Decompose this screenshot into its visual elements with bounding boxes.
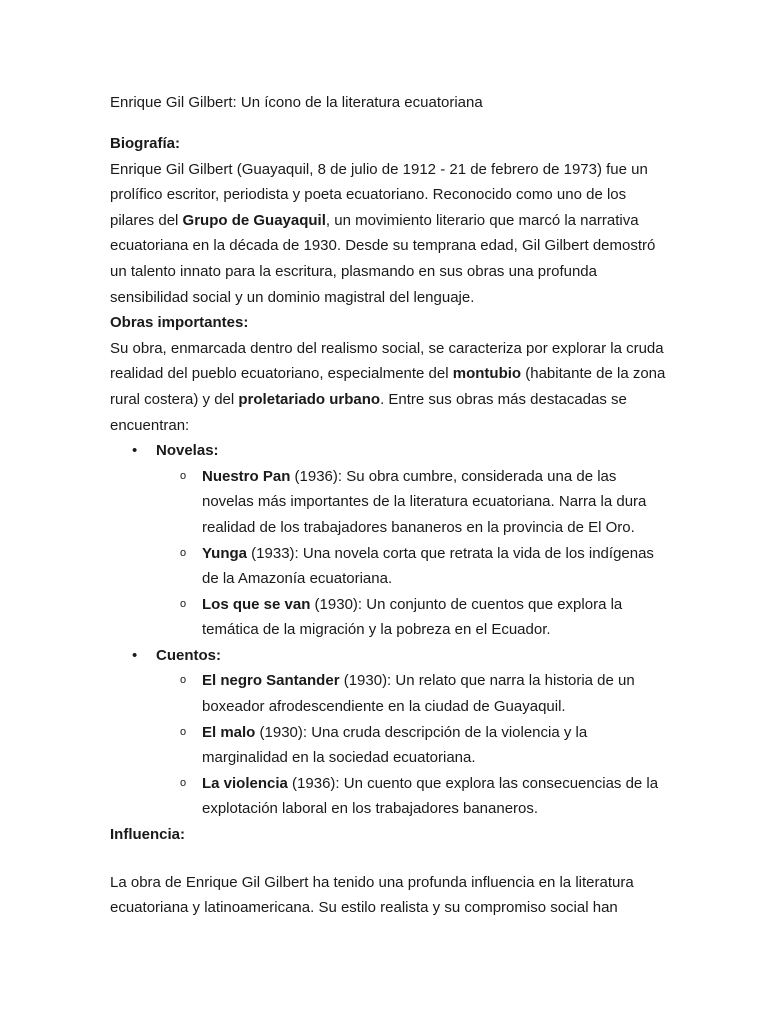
montubio-bold: montubio <box>452 365 522 383</box>
grupo-de-guayaquil-bold: Grupo de Guayaquil <box>182 211 326 229</box>
document-body <box>110 90 670 921</box>
influencia-heading: Influencia: <box>110 826 186 844</box>
cuentos-list <box>156 668 670 822</box>
circle-bullet-icon: o <box>180 546 187 559</box>
list-item: o El negro Santander (1930): Un relato que narra la historia de un boxeador afrodescendiente en la ciudad de Guayaquil. <box>156 668 670 719</box>
obras-list <box>110 438 670 822</box>
cuentos-label: Cuentos: <box>156 646 221 664</box>
obras-heading: Obras importantes: <box>110 314 249 332</box>
novelas-list <box>156 464 670 643</box>
list-item: o La violencia (1936): Un cuento que explora las consecuencias de la explotación laboral en los trabajadores bananeros. <box>156 771 670 822</box>
circle-bullet-icon: o <box>180 597 187 610</box>
document-title: Enrique Gil Gilbert: Un ícono de la literatura ecuatoriana <box>110 94 483 111</box>
novelas-label: Novelas: <box>156 442 219 460</box>
list-item: o Nuestro Pan (1936): Su obra cumbre, considerada una de las novelas más importantes de la literatura ecuatoriana. Narra la dura realidad de los trabajadores bananeros en la provincia de El Oro. <box>156 464 670 541</box>
circle-bullet-icon: o <box>180 725 187 738</box>
influencia-paragraph: La obra de Enrique Gil Gilbert ha tenido una profunda influencia en la literatura ecuatoriana y latinoamericana. Su estilo realista y su compromiso social han <box>110 873 634 917</box>
bullet-icon: • <box>132 442 138 460</box>
obras-paragraph: Su obra, enmarcada dentro del realismo social, se caracteriza por explorar la cruda realidad del pueblo ecuatoriano, especialmente del montubio (habitante de la zona rural costera) y del proletariado urbano. Entre sus obras más destacadas se encuentran: <box>110 339 666 434</box>
circle-bullet-icon: o <box>180 469 187 482</box>
biografia-paragraph: Enrique Gil Gilbert (Guayaquil, 8 de julio de 1912 - 21 de febrero de 1973) fue un prolífico escritor, periodista y poeta ecuatoriano. Reconocido como uno de los pilares del Grupo de Guayaquil, un movimiento literario que marcó la narrativa ecuatoriana en la década de 1930. Desde su temprana edad, Gil Gilbert demostró un talento innato para la escritura, plasmando en sus obras una profunda sensibilidad social y un dominio magistral del lenguaje. <box>110 160 656 306</box>
list-item: o Los que se van (1930): Un conjunto de cuentos que explora la temática de la migración y la pobreza en el Ecuador. <box>156 592 670 643</box>
list-item-novelas <box>110 438 670 643</box>
bullet-icon: • <box>132 646 138 664</box>
list-item: o El malo (1930): Una cruda descripción de la violencia y la marginalidad en la sociedad ecuatoriana. <box>156 720 670 771</box>
list-item-cuentos <box>110 643 670 822</box>
circle-bullet-icon: o <box>180 674 187 687</box>
circle-bullet-icon: o <box>180 776 187 789</box>
proletariado-bold: proletariado urbano <box>238 390 381 408</box>
biografia-heading: Biografía: <box>110 135 181 152</box>
list-item: o Yunga (1933): Una novela corta que retrata la vida de los indígenas de la Amazonía ecuatoriana. <box>156 541 670 592</box>
